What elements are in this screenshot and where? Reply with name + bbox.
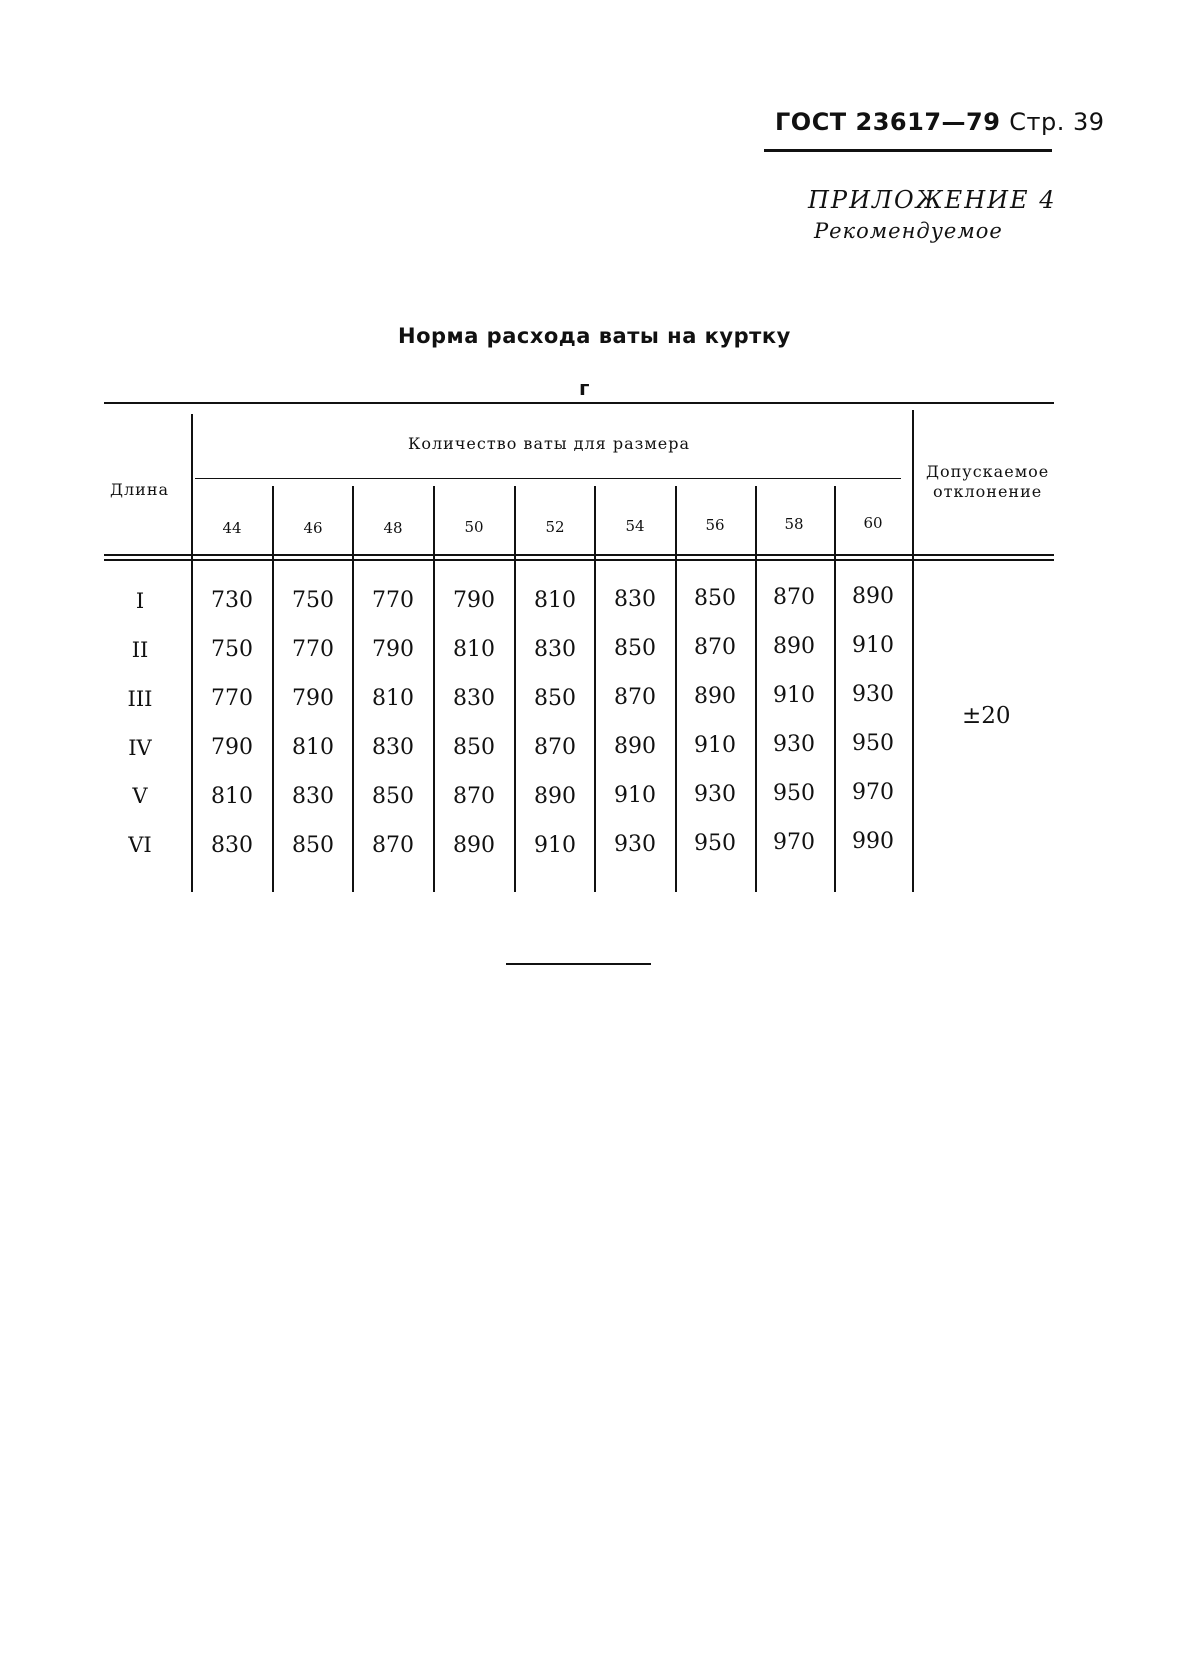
- size-label: 48: [383, 519, 403, 537]
- size-label: 50: [464, 518, 484, 536]
- row-label: III: [127, 687, 153, 711]
- table-cell: 810: [211, 784, 253, 809]
- table-cell: 990: [852, 829, 894, 854]
- table-cell: 910: [614, 783, 656, 808]
- table-cell: 810: [292, 735, 334, 760]
- appendix-subtitle: Рекомендуемое: [814, 219, 1003, 243]
- table-title: Норма расхода ваты на куртку: [398, 324, 791, 348]
- table-cell: 870: [614, 685, 656, 710]
- table-cell: 850: [694, 586, 736, 611]
- table-vrule: [433, 486, 435, 892]
- table-cell: 910: [534, 833, 576, 858]
- tolerance-header-line: Допускаемое: [926, 462, 1050, 481]
- table-cell: 790: [292, 686, 334, 711]
- row-label: VI: [128, 833, 152, 857]
- table-cell: 730: [211, 588, 253, 613]
- row-label: V: [132, 784, 148, 808]
- table-vrule: [352, 486, 354, 892]
- size-label: 44: [222, 519, 242, 537]
- size-label: 56: [705, 516, 725, 534]
- appendix-title: ПРИЛОЖЕНИЕ 4: [808, 186, 1057, 214]
- size-label: 60: [863, 514, 883, 532]
- table-cell: 970: [773, 830, 815, 855]
- page-number: Стр. 39: [1009, 108, 1105, 136]
- table-cell: 910: [694, 733, 736, 758]
- table-cell: 770: [292, 637, 334, 662]
- table-cell: 910: [773, 683, 815, 708]
- table-cell: 830: [211, 833, 253, 858]
- table-cell: 890: [694, 684, 736, 709]
- table-cell: 750: [211, 637, 253, 662]
- row-label: II: [131, 638, 149, 662]
- size-label: 52: [545, 518, 565, 536]
- table-cell: 830: [292, 784, 334, 809]
- table-cell: 810: [372, 686, 414, 711]
- column-group-header: Количество ваты для размера: [408, 434, 691, 453]
- table-vrule: [912, 410, 914, 892]
- column-header-tolerance: [926, 462, 1049, 502]
- table-cell: 950: [852, 731, 894, 756]
- table-cell: 850: [292, 833, 334, 858]
- table-vrule: [191, 414, 193, 892]
- size-label: 46: [303, 519, 323, 537]
- table-cell: 790: [453, 588, 495, 613]
- table-cell: 930: [852, 682, 894, 707]
- table-cell: 790: [211, 735, 253, 760]
- table-cell: 890: [534, 784, 576, 809]
- table-cell: 770: [211, 686, 253, 711]
- table-cell: 810: [534, 588, 576, 613]
- table-cell: 790: [372, 637, 414, 662]
- table-cell: 950: [773, 781, 815, 806]
- table-cell: 850: [614, 636, 656, 661]
- table-cell: 870: [773, 585, 815, 610]
- table-cell: 890: [614, 734, 656, 759]
- column-header-length: Длина: [110, 480, 170, 499]
- row-label: I: [135, 589, 145, 613]
- table-cell: 930: [614, 832, 656, 857]
- table-cell: 870: [694, 635, 736, 660]
- table-cell: 870: [534, 735, 576, 760]
- row-label: IV: [128, 736, 152, 760]
- size-label: 54: [625, 517, 645, 535]
- end-rule: [506, 963, 651, 965]
- table-cell: 830: [614, 587, 656, 612]
- table-cell: 950: [694, 831, 736, 856]
- document-code: ГОСТ 23617—79: [775, 108, 1001, 136]
- table-cell: 770: [372, 588, 414, 613]
- table-cell: 890: [773, 634, 815, 659]
- table-vrule: [594, 486, 596, 892]
- table-cell: 850: [534, 686, 576, 711]
- table-cell: 750: [292, 588, 334, 613]
- table-cell: 910: [852, 633, 894, 658]
- table-cell: 810: [453, 637, 495, 662]
- table-cell: 930: [694, 782, 736, 807]
- group-header-rule: [195, 478, 901, 479]
- table-cell: 970: [852, 780, 894, 805]
- table-cell: 890: [453, 833, 495, 858]
- tolerance-value: ±20: [962, 703, 1011, 729]
- table-top-rule: [104, 402, 1054, 404]
- table-cell: 850: [372, 784, 414, 809]
- table-vrule: [514, 486, 516, 892]
- table-vrule: [272, 486, 274, 892]
- table-cell: 890: [852, 584, 894, 609]
- header-rule: [764, 149, 1052, 152]
- page-header: [775, 108, 1105, 136]
- table-cell: 850: [453, 735, 495, 760]
- table-cell: 830: [372, 735, 414, 760]
- size-label: 58: [784, 515, 804, 533]
- table-cell: 870: [453, 784, 495, 809]
- table-unit: г: [579, 376, 590, 400]
- table-cell: 930: [773, 732, 815, 757]
- table-cell: 830: [453, 686, 495, 711]
- table-cell: 870: [372, 833, 414, 858]
- table-cell: 830: [534, 637, 576, 662]
- tolerance-header-line: отклонение: [933, 482, 1043, 501]
